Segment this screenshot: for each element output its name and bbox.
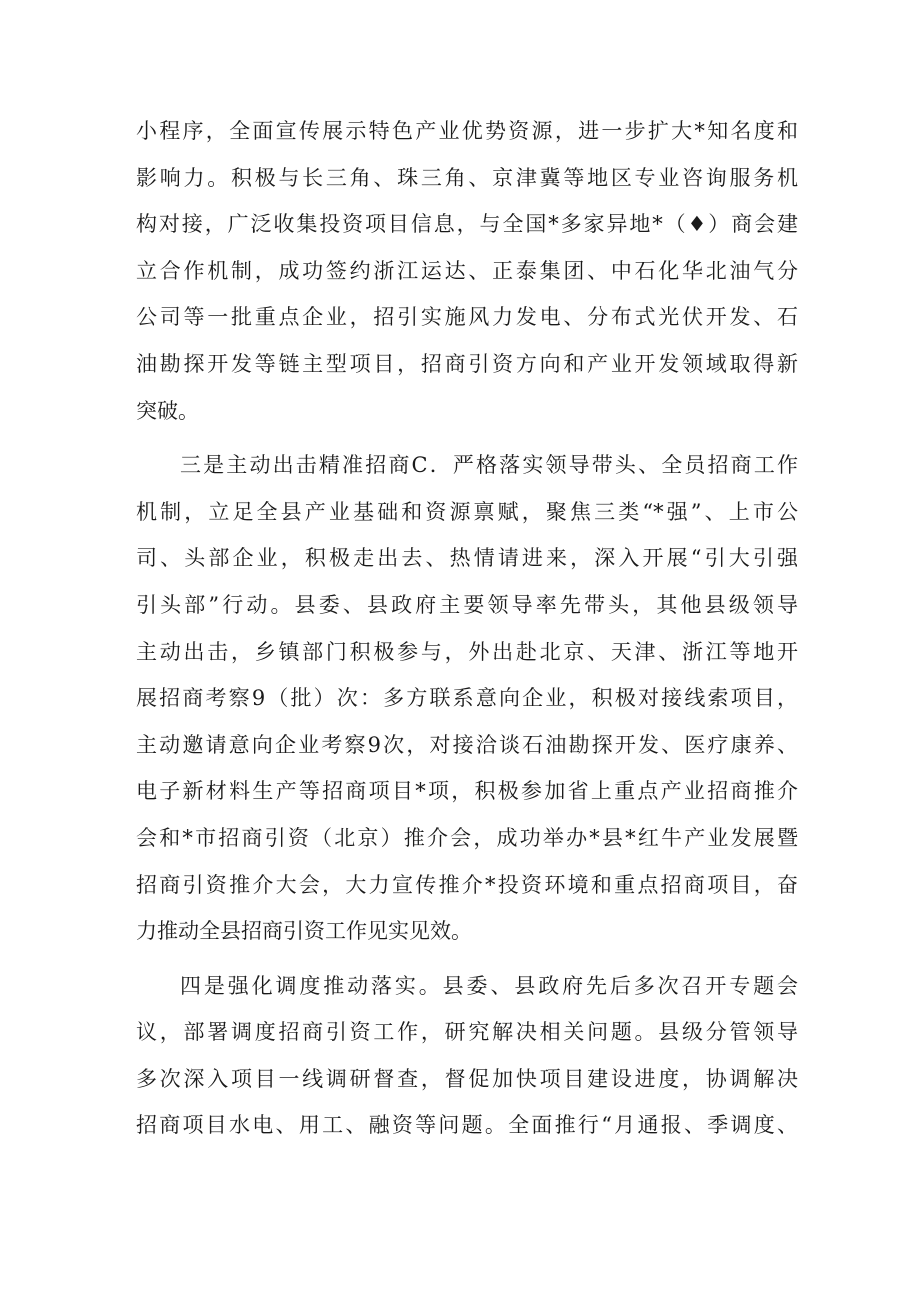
text-line: 多次深入项目一线调研督查，督促加快项目建设进度，协调解决 bbox=[136, 1066, 798, 1091]
text-line: 突破。 bbox=[136, 398, 199, 423]
text-line: 司、头部企业，积极走出去、热情请进来，深入开展“引大引强 bbox=[136, 546, 798, 571]
text-line: 构对接，广泛收集投资项目信息，与全国*多家异地*（♦）商会建 bbox=[136, 212, 798, 237]
text-line: 三是主动出击精准招商C．严格落实领导带头、全员招商工作 bbox=[180, 453, 798, 478]
text-line: 立合作机制，成功签约浙江运达、正泰集团、中石化华北油气分 bbox=[136, 258, 798, 283]
text-line: 主动邀请意向企业考察9次，对接洽谈石油勘探开发、医疗康养、 bbox=[136, 732, 798, 757]
paragraph-gap bbox=[136, 955, 798, 963]
document-body bbox=[136, 108, 798, 1149]
text-line: 小程序，全面宣传展示特色产业优势资源，进一步扩大*知名度和 bbox=[136, 119, 798, 143]
text-line: 四是强化调度推动落实。县委、县政府先后多次召开专题会 bbox=[180, 973, 798, 998]
paragraph-1 bbox=[136, 108, 798, 434]
paragraph-3 bbox=[136, 963, 798, 1149]
text-line: 招商项目水电、用工、融资等问题。全面推行“月通报、季调度、 bbox=[136, 1113, 798, 1138]
paragraph-2 bbox=[136, 442, 798, 955]
text-line: 会和*市招商引资（北京）推介会，成功举办*县*红牛产业发展暨 bbox=[136, 825, 798, 850]
text-line: 公司等一批重点企业，招引实施风力发电、分布式光伏开发、石 bbox=[136, 305, 798, 330]
text-line: 机制，立足全县产业基础和资源禀赋，聚焦三类“*强”、上市公 bbox=[136, 499, 798, 524]
text-line: 引头部”行动。县委、县政府主要领导率先带头，其他县级领导 bbox=[136, 592, 798, 617]
text-line: 油勘探开发等链主型项目，招商引资方向和产业开发领域取得新 bbox=[136, 351, 798, 376]
text-line: 主动出击，乡镇部门积极参与，外出赴北京、天津、浙江等地开 bbox=[136, 639, 798, 664]
text-line: 力推动全县招商引资工作见实见效。 bbox=[136, 919, 472, 944]
text-line: 影响力。积极与长三角、珠三角、京津冀等地区专业咨询服务机 bbox=[136, 165, 798, 190]
text-line: 招商引资推介大会，大力宣传推介*投资环境和重点招商项目，奋 bbox=[136, 872, 798, 897]
paragraph-gap bbox=[136, 434, 798, 442]
text-line: 展招商考察9（批）次：多方联系意向企业，积极对接线索项目， bbox=[136, 686, 798, 711]
text-line: 议，部署调度招商引资工作，研究解决相关问题。县级分管领导 bbox=[136, 1020, 798, 1045]
text-line: 电子新材料生产等招商项目*项，积极参加省上重点产业招商推介 bbox=[136, 779, 798, 804]
